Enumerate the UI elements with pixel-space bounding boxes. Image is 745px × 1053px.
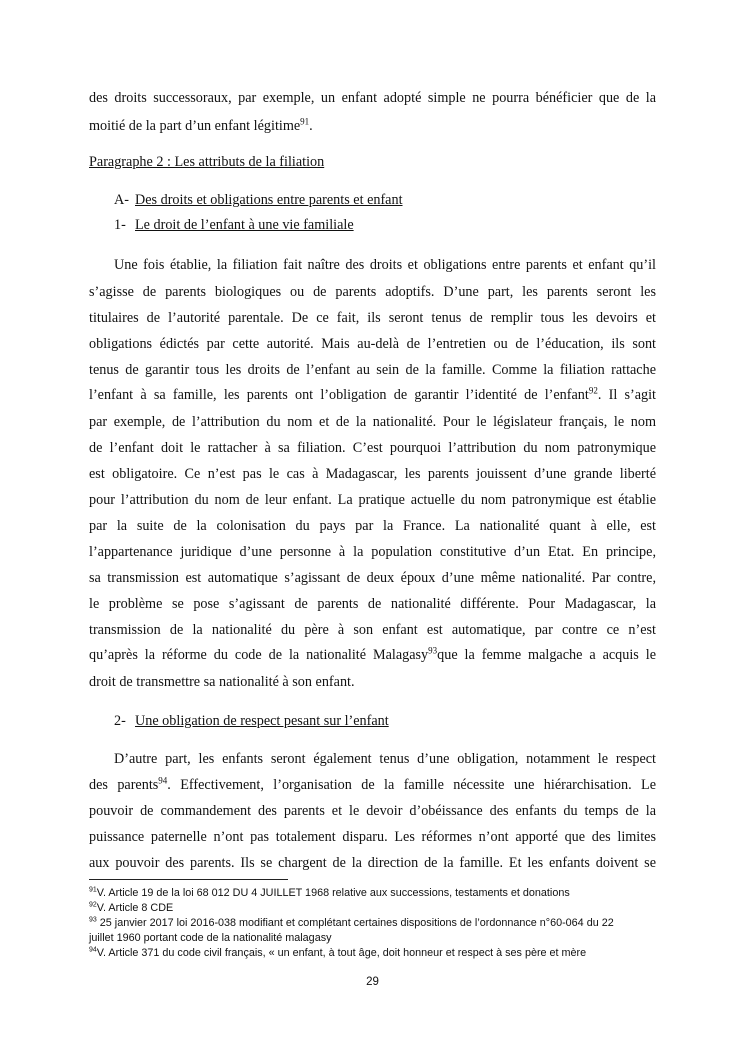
body-text-line: le problème se pose s’agissant de parents de nationalité différente. Pour Madagascar, la xyxy=(89,596,656,612)
body-text-line: l’enfant à sa famille, les parents ont l’obligation de garantir l’identité de l’enfant$^{92}$. Il s’agit xyxy=(89,385,656,403)
body-text-line: tenus de garantir tous les droits de l’enfant au sein de la famille. Comme la filiation rattache xyxy=(89,362,656,378)
footnote: $^{93}$ 25 janvier 2017 loi 2016-038 modifiant et complétant certaines dispositions de l’ordonnance n°60-064 du 22 xyxy=(89,916,614,929)
body-text-line: titulaires de l’autorité parentale. De ce fait, ils seront tenus de remplir tous les devoirs et xyxy=(89,310,656,326)
footnote: $^{94}$V. Article 371 du code civil français, « un enfant, à tout âge, doit honneur et respect à ses père et mère xyxy=(89,946,587,959)
page-number: 29 xyxy=(366,976,379,988)
footnote: $^{91}$V. Article 19 de la loi 68 012 DU 4 JUILLET 1968 relative aux successions, testaments et donations xyxy=(89,886,570,899)
footnote: $^{92}$V. Article 8 CDE xyxy=(89,901,174,914)
body-text-line: transmission de la nationalité du père à son enfant est automatique, par contre ce n’est xyxy=(89,622,656,638)
body-text-line: de l’enfant doit le rattacher à sa filiation. C’est pourquoi l’attribution du nom patronymique xyxy=(89,440,656,456)
body-text-line: par la suite de la colonisation du pays par la France. La nationalité quant à elle, est xyxy=(89,518,656,534)
body-text-line: l’appartenance juridique d’une personne à la population constitutive d’un Etat. En principe, xyxy=(89,544,656,560)
body-text-line: D’autre part, les enfants seront également tenus d’une obligation, notamment le respect xyxy=(114,751,656,767)
footnote-ref: 91 xyxy=(300,116,310,127)
section-heading: Paragraphe 2 : Les attributs de la filiation xyxy=(89,154,325,170)
subheading-a: A- Des droits et obligations entre parents et enfant xyxy=(114,192,403,208)
body-text-line: aux pouvoir des parents. Ils se chargent de la direction de la famille. Et les enfants doivent se xyxy=(89,855,656,871)
body-text-line: droit de transmettre sa nationalité à son enfant. xyxy=(89,674,355,690)
subheading-2: 2- Une obligation de respect pesant sur l’enfant xyxy=(114,713,389,729)
body-text-line: des parents$^{94}$. Effectivement, l’organisation de la famille nécessite une hiérarchisation. Le xyxy=(89,775,656,793)
body-text-line: par exemple, de l’attribution du nom et de la nationalité. Pour le législateur français, le nom xyxy=(89,414,656,430)
footnote: juillet 1960 portant code de la nationalité malagasy xyxy=(89,932,332,944)
body-text-line: sa transmission est automatique s’agissant de deux époux d’une même nationalité. Par contre, xyxy=(89,570,656,586)
body-text-line: moitié de la part d’un enfant légitime$^{91}$. xyxy=(89,116,313,134)
body-text-line: est obligatoire. Ce n’est pas le cas à Madagascar, les parents jouissent d’une grande liberté xyxy=(89,466,656,482)
body-text-line: Une fois établie, la filiation fait naître des droits et obligations entre parents et enfant qu’il xyxy=(114,257,656,273)
body-text-line: des droits successoraux, par exemple, un enfant adopté simple ne pourra bénéficier que de la xyxy=(89,90,656,106)
footnote-ref: 93 xyxy=(428,645,438,656)
footnote-ref: 92 xyxy=(588,385,598,396)
footnote-ref: 94 xyxy=(158,775,168,786)
body-text-line: obligations édictés par cette autorité. Mais au-delà de l’entretien ou de l’éducation, ils sont xyxy=(89,336,656,352)
body-text-line: pouvoir de commandement des parents et le devoir d’obéissance des enfants du temps de la xyxy=(89,803,656,819)
body-text-line: puissance paternelle n’ont pas totalement disparu. Les réformes n’ont apporté que des limites xyxy=(89,829,656,845)
footnote-separator xyxy=(89,879,288,880)
subheading-1: 1- Le droit de l’enfant à une vie familiale xyxy=(114,217,354,233)
body-text-line: pour l’attribution du nom de leur enfant. La pratique actuelle du nom patronymique est établie xyxy=(89,492,656,508)
body-text-line: s’agisse de parents biologiques ou de parents adoptifs. D’une part, les parents seront les xyxy=(89,284,656,300)
body-text-line: qu’après la réforme du code de la nationalité Malagasy$^{93}$que la femme malgache a acquis le xyxy=(89,645,656,663)
